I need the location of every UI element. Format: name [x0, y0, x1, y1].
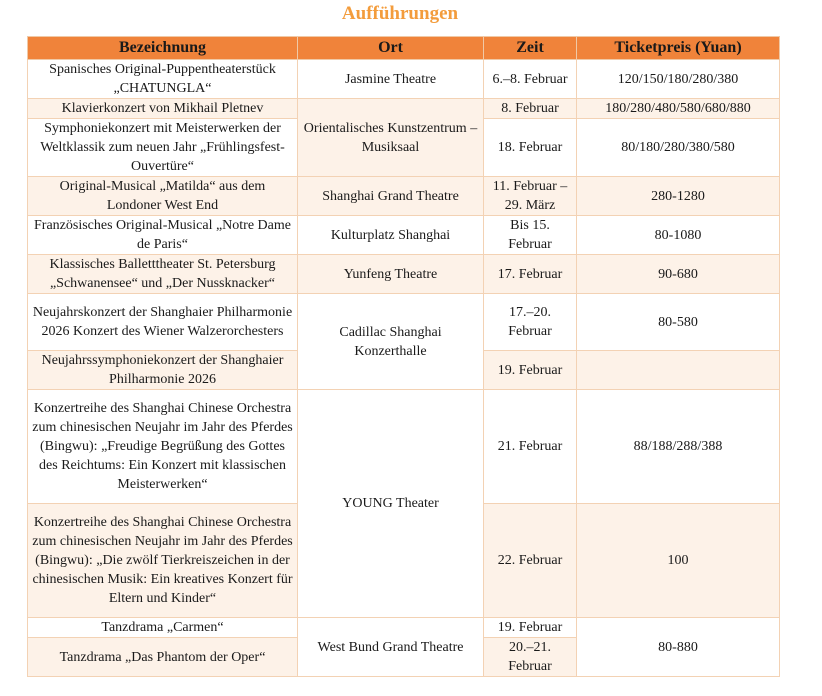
cell-price: 80-580 — [577, 294, 780, 351]
cell-name: Symphoniekonzert mit Meisterwerken der Weltklassik zum neuen Jahr „Frühlingsfest-Ouvertüre“ — [28, 119, 298, 177]
cell-venue: Shanghai Grand Theatre — [298, 177, 484, 216]
table-row — [28, 255, 780, 294]
cell-price: 100 — [577, 504, 780, 618]
table-header-row — [28, 37, 780, 60]
table-row — [28, 390, 780, 504]
cell-time: 19. Februar — [484, 618, 577, 638]
cell-venue: West Bund Grand Theatre — [298, 618, 484, 677]
cell-name: Klassisches Balletttheater St. Petersburg „Schwanensee“ und „Der Nussknacker“ — [28, 255, 298, 294]
cell-time: 6.–8. Februar — [484, 60, 577, 99]
cell-time: 17. Februar — [484, 255, 577, 294]
cell-venue: Cadillac Shanghai Konzerthalle — [298, 294, 484, 390]
cell-price: 88/188/288/388 — [577, 390, 780, 504]
cell-venue: Yunfeng Theatre — [298, 255, 484, 294]
cell-price: 180/280/480/580/680/880 — [577, 99, 780, 119]
table-row — [28, 618, 780, 638]
table-row — [28, 177, 780, 216]
performances-table — [27, 36, 780, 677]
cell-name: Original-Musical „Matilda“ aus dem Londoner West End — [28, 177, 298, 216]
cell-price: 80/180/280/380/580 — [577, 119, 780, 177]
cell-time: 20.–21. Februar — [484, 638, 577, 677]
cell-time: Bis 15. Februar — [484, 216, 577, 255]
cell-time: 18. Februar — [484, 119, 577, 177]
header-zeit: Zeit — [484, 37, 577, 60]
table-row — [28, 60, 780, 99]
cell-price: 280-1280 — [577, 177, 780, 216]
cell-name: Neujahrssymphoniekonzert der Shanghaier Philharmonie 2026 — [28, 351, 298, 390]
page-title: Aufführungen — [341, 3, 459, 24]
cell-name: Französisches Original-Musical „Notre Dame de Paris“ — [28, 216, 298, 255]
cell-price: 120/150/180/280/380 — [577, 60, 780, 99]
cell-name: Neujahrskonzert der Shanghaier Philharmonie 2026 Konzert des Wiener Walzerorchesters — [28, 294, 298, 351]
cell-name: Tanzdrama „Carmen“ — [28, 618, 298, 638]
cell-time: 8. Februar — [484, 99, 577, 119]
cell-price: 80-880 — [577, 618, 780, 677]
cell-price — [577, 351, 780, 390]
header-ort: Ort — [298, 37, 484, 60]
table-row — [28, 99, 780, 119]
cell-name: Spanisches Original-Puppentheaterstück „CHATUNGLA“ — [28, 60, 298, 99]
cell-name: Konzertreihe des Shanghai Chinese Orchestra zum chinesischen Neujahr im Jahr des Pferdes (Bingwu): „Die zwölf Tierkreiszeichen in der chinesischen Musik: Ein kreatives Konzert für Eltern und Kinder“ — [28, 504, 298, 618]
table-row — [28, 294, 780, 351]
cell-time: 19. Februar — [484, 351, 577, 390]
header-bezeichnung: Bezeichnung — [28, 37, 298, 60]
cell-venue: YOUNG Theater — [298, 390, 484, 618]
cell-venue: Jasmine Theatre — [298, 60, 484, 99]
cell-price: 90-680 — [577, 255, 780, 294]
cell-name: Tanzdrama „Das Phantom der Oper“ — [28, 638, 298, 677]
header-ticketpreis: Ticketpreis (Yuan) — [577, 37, 780, 60]
cell-time: 22. Februar — [484, 504, 577, 618]
cell-time: 17.–20. Februar — [484, 294, 577, 351]
cell-venue: Orientalisches Kunstzentrum – Musiksaal — [298, 99, 484, 177]
cell-name: Klavierkonzert von Mikhail Pletnev — [28, 99, 298, 119]
cell-name: Konzertreihe des Shanghai Chinese Orchestra zum chinesischen Neujahr im Jahr des Pferdes (Bingwu): „Freudige Begrüßung des Gottes des Reichtums: Ein Konzert mit klassischen Meisterwerken“ — [28, 390, 298, 504]
cell-time: 21. Februar — [484, 390, 577, 504]
cell-time: 11. Februar – 29. März — [484, 177, 577, 216]
cell-price: 80-1080 — [577, 216, 780, 255]
table-row — [28, 216, 780, 255]
cell-venue: Kulturplatz Shanghai — [298, 216, 484, 255]
